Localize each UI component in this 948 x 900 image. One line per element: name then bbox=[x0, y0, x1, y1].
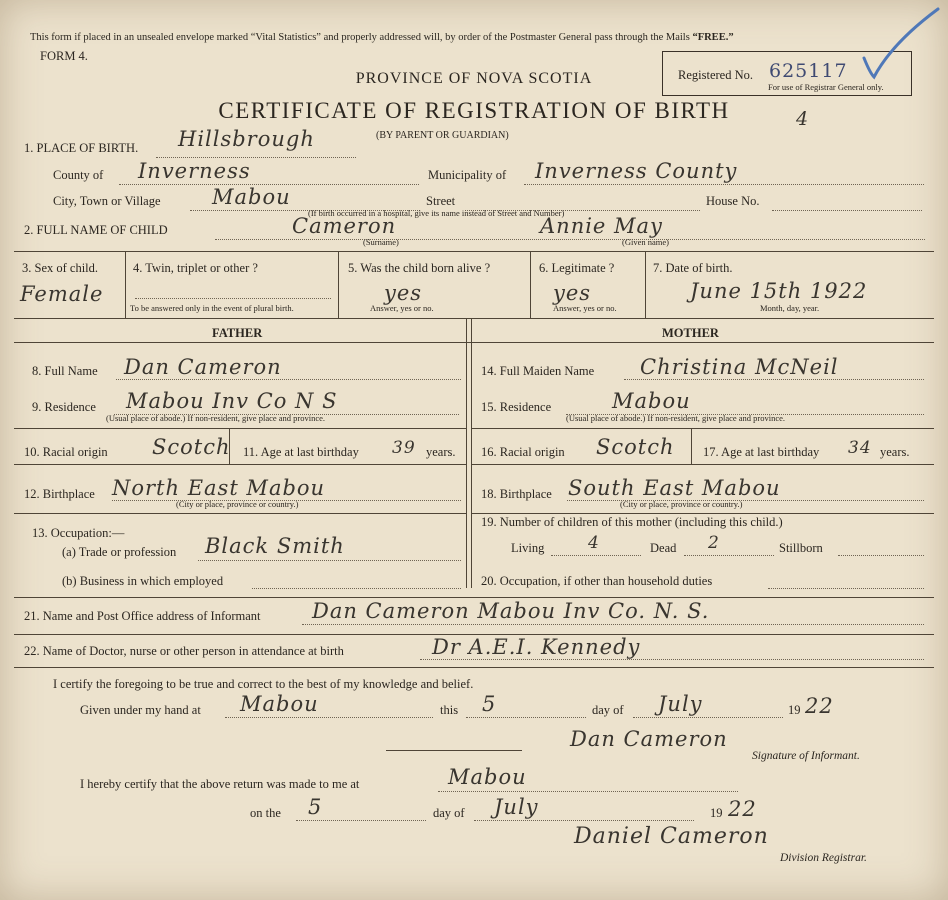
registered-label: Registered No. bbox=[678, 68, 753, 82]
father-name-label: 8. Full Name bbox=[32, 364, 98, 378]
business-label: (b) Business in which employed bbox=[62, 574, 224, 588]
sex-value: Female bbox=[20, 282, 104, 306]
dob-value: June 15th 1922 bbox=[690, 279, 868, 303]
doctor-label: 22. Name of Doctor, nurse or other person in attendance at birth bbox=[24, 644, 344, 658]
father-name-value: Dan Cameron bbox=[124, 355, 282, 379]
legit-label: 6. Legitimate ? bbox=[539, 261, 615, 275]
mail-notice bbox=[30, 31, 734, 45]
father-birthplace-note: (City or place, province or country.) bbox=[176, 499, 299, 509]
mother-age-label: 17. Age at last birthday bbox=[703, 445, 820, 459]
province-heading: PROVINCE OF NOVA SCOTIA bbox=[355, 70, 593, 87]
father-birthplace-label: 12. Birthplace bbox=[24, 487, 95, 501]
child-given-value: Annie May bbox=[540, 214, 663, 238]
surname-caption: (Surname) bbox=[363, 237, 399, 247]
mother-birthplace-label: 18. Birthplace bbox=[481, 487, 552, 501]
registrar-day-of-label: day of bbox=[433, 806, 465, 820]
this-label: this bbox=[440, 703, 459, 717]
children-label: 19. Number of children of this mother (including this child.) bbox=[481, 515, 783, 529]
check-mark-icon bbox=[862, 3, 942, 83]
certification-statement: I certify the foregoing to be true and correct to the best of my knowledge and belief. bbox=[53, 677, 474, 691]
mother-heading: MOTHER bbox=[662, 326, 719, 340]
municipality-value: Inverness County bbox=[535, 159, 738, 183]
father-age-label: 11. Age at last birthday bbox=[243, 445, 359, 459]
alive-value: yes bbox=[384, 281, 423, 305]
dead-value: 2 bbox=[708, 533, 720, 553]
mother-racial-label: 16. Racial origin bbox=[481, 445, 565, 459]
on-the-label: on the bbox=[250, 806, 281, 820]
street-label: Street bbox=[426, 194, 456, 208]
alive-label: 5. Was the child born alive ? bbox=[348, 261, 491, 275]
registrar-day-value: 5 bbox=[308, 795, 323, 819]
mother-birthplace-value: South East Mabou bbox=[568, 476, 781, 500]
father-heading: FATHER bbox=[212, 326, 263, 340]
page-title: CERTIFICATE OF REGISTRATION OF BIRTH bbox=[218, 98, 730, 123]
hospital-note: (If birth occurred in a hospital, give its name instead of Street and Number) bbox=[308, 208, 565, 218]
subtitle: (BY PARENT OR GUARDIAN) bbox=[376, 130, 509, 141]
father-years-label: years. bbox=[426, 445, 456, 459]
occupation-label: 13. Occupation:— bbox=[32, 526, 125, 540]
place-of-birth-value: Hillsbrough bbox=[178, 127, 315, 151]
mother-years-label: years. bbox=[880, 445, 910, 459]
mother-age-value: 34 bbox=[848, 438, 872, 458]
registrar-year-prefix: 19 bbox=[710, 806, 723, 820]
alive-note: Answer, yes or no. bbox=[370, 303, 434, 313]
registrar-statement: I hereby certify that the above return was made to me at bbox=[80, 777, 360, 791]
municipality-label: Municipality of bbox=[428, 168, 507, 182]
father-age-value: 39 bbox=[392, 438, 416, 458]
cert-year-prefix: 19 bbox=[788, 703, 801, 717]
living-label: Living bbox=[511, 541, 545, 555]
twin-label: 4. Twin, triplet or other ? bbox=[133, 261, 258, 275]
registrar-month-value: July bbox=[494, 795, 539, 819]
registrar-caption: Division Registrar. bbox=[780, 852, 867, 864]
place-of-birth-label: 1. PLACE OF BIRTH. bbox=[24, 141, 139, 155]
cert-day-value: 5 bbox=[482, 692, 497, 716]
informant-signature-caption: Signature of Informant. bbox=[752, 750, 860, 762]
corner-mark: 4 bbox=[796, 108, 810, 130]
twin-note: To be answered only in the event of plural birth. bbox=[130, 303, 294, 313]
county-value: Inverness bbox=[138, 159, 251, 183]
dead-label: Dead bbox=[650, 541, 677, 555]
given-caption: (Given name) bbox=[622, 237, 669, 247]
mother-name-value: Christina McNeil bbox=[640, 355, 839, 379]
dob-note: Month, day, year. bbox=[760, 303, 820, 313]
registrar-place-value: Mabou bbox=[448, 765, 527, 789]
registrar-note: For use of Registrar General only. bbox=[768, 82, 884, 92]
mother-birthplace-note: (City or place, province or country.) bbox=[620, 499, 743, 509]
free-label: “FREE.” bbox=[692, 32, 734, 43]
child-surname-value: Cameron bbox=[292, 214, 397, 238]
stillborn-label: Stillborn bbox=[779, 541, 823, 555]
given-under-label: Given under my hand at bbox=[80, 703, 201, 717]
living-value: 4 bbox=[588, 533, 600, 553]
mother-residence-label: 15. Residence bbox=[481, 400, 552, 414]
county-label: County of bbox=[53, 168, 104, 182]
dob-label: 7. Date of birth. bbox=[653, 261, 733, 275]
mother-occupation-label: 20. Occupation, if other than household duties bbox=[481, 574, 713, 588]
legit-value: yes bbox=[553, 281, 592, 305]
father-racial-label: 10. Racial origin bbox=[24, 445, 108, 459]
sex-label: 3. Sex of child. bbox=[22, 261, 99, 275]
cert-year-value: 22 bbox=[805, 694, 834, 718]
house-label: House No. bbox=[706, 194, 760, 208]
father-residence-note: (Usual place of abode.) If non-resident, give place and province. bbox=[106, 413, 326, 423]
mother-name-label: 14. Full Maiden Name bbox=[481, 364, 595, 378]
doctor-value: Dr A.E.I. Kennedy bbox=[432, 635, 641, 659]
informant-value: Dan Cameron Mabou Inv Co. N. S. bbox=[312, 599, 710, 623]
father-birthplace-value: North East Mabou bbox=[112, 476, 326, 500]
registrar-year-value: 22 bbox=[728, 797, 757, 821]
informant-label: 21. Name and Post Office address of Informant bbox=[24, 609, 261, 623]
registrar-signature: Daniel Cameron bbox=[574, 824, 769, 849]
mail-notice-text: This form if placed in an unsealed envelope marked “Vital Statistics” and properly addressed will, by order of the Postmaster General pass through the Mails bbox=[30, 32, 690, 43]
child-name-label: 2. FULL NAME OF CHILD bbox=[24, 223, 168, 237]
cert-month-value: July bbox=[658, 692, 703, 716]
informant-signature: Dan Cameron bbox=[570, 727, 728, 751]
city-label: City, Town or Village bbox=[53, 194, 161, 208]
city-value: Mabou bbox=[212, 185, 291, 209]
mother-residence-value: Mabou bbox=[612, 389, 691, 413]
father-residence-value: Mabou Inv Co N S bbox=[126, 389, 338, 413]
given-place-value: Mabou bbox=[240, 692, 319, 716]
mother-residence-note: (Usual place of abode.) If non-resident, give place and province. bbox=[566, 413, 786, 423]
trade-value: Black Smith bbox=[205, 534, 345, 558]
cert-day-of-label: day of bbox=[592, 703, 624, 717]
legit-note: Answer, yes or no. bbox=[553, 303, 617, 313]
mother-racial-value: Scotch bbox=[596, 435, 675, 459]
registered-number: 625117 bbox=[769, 60, 848, 82]
father-residence-label: 9. Residence bbox=[32, 400, 96, 414]
father-racial-value: Scotch bbox=[152, 435, 231, 459]
form-number: FORM 4. bbox=[40, 49, 88, 63]
trade-label: (a) Trade or profession bbox=[62, 545, 177, 559]
